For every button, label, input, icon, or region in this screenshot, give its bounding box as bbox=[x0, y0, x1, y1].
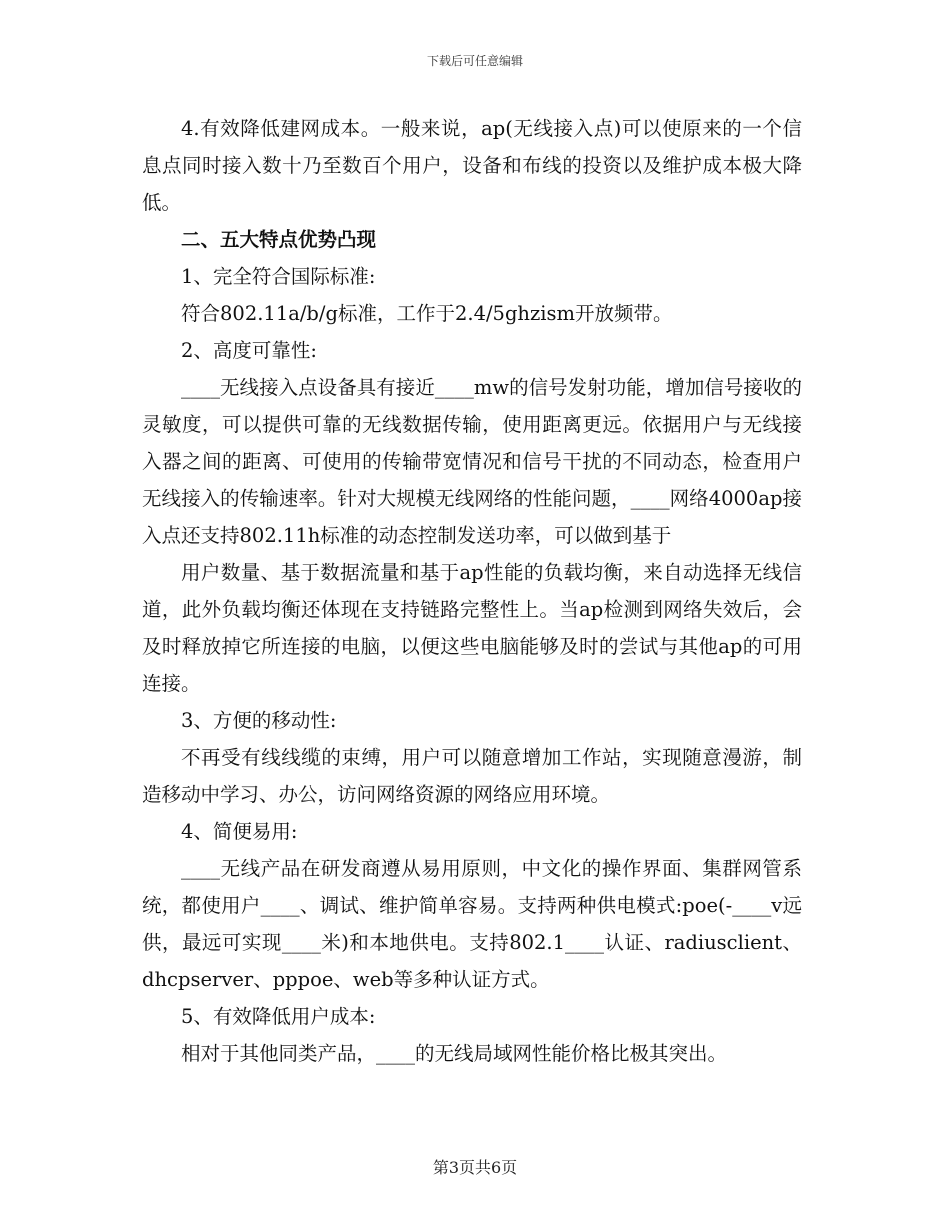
paragraph-cost-reduction: 4.有效降低建网成本。一般来说，ap(无线接入点)可以使原来的一个信息点同时接入数十乃至数百个用户，设备和布线的投资以及维护成本极大降低。 bbox=[142, 117, 802, 214]
paragraph-reliability: ____无线接入点设备具有接近____mw的信号发射功能，增加信号接收的灵敏度，可以提供可靠的无线数据传输，使用距离更远。依据用户与无线接入器之间的距离、可使用的传输带宽情况和信号干扰的不同动态，检查用户无线接入的传输速率。针对大规模无线网络的性能问题，____网络4000ap接入点还支持802.11h标准的动态控制发送功率，可以做到基于 bbox=[142, 376, 802, 547]
page-number: 第3页共6页 bbox=[432, 1158, 518, 1177]
feature-heading-reliability: 2、高度可靠性: bbox=[181, 339, 317, 362]
section-heading: 二、五大特点优势凸现 bbox=[181, 228, 377, 251]
feature-heading-mobility: 3、方便的移动性: bbox=[181, 709, 337, 732]
paragraph-standard: 符合802.11a/b/g标准，工作于2.4/5ghzism开放频带。 bbox=[181, 302, 673, 325]
paragraph-ease: ____无线产品在研发商遵从易用原则，中文化的操作界面、集群网管系统，都使用户____、调试、维护简单容易。支持两种供电模式:poe(-____v远供，最远可实现____米)和本地供电。支持802.1____认证、radiusclient、dhcpserver、pppoe、web等多种认证方式。 bbox=[142, 857, 802, 991]
paragraph-mobility: 不再受有线线缆的束缚，用户可以随意增加工作站，实现随意漫游，制造移动中学习、办公，访问网络资源的网络应用环境。 bbox=[142, 746, 802, 806]
paragraph-load-balance: 用户数量、基于数据流量和基于ap性能的负载均衡，来自动选择无线信道，此外负载均衡还体现在支持链路完整性上。当ap检测到网络失效后，会及时释放掉它所连接的电脑，以便这些电脑能够及时的尝试与其他ap的可用连接。 bbox=[142, 561, 802, 695]
paragraph-user-cost: 相对于其他同类产品，____的无线局域网性能价格比极其突出。 bbox=[181, 1042, 728, 1065]
document-body bbox=[142, 110, 802, 1072]
feature-heading-ease: 4、简便易用: bbox=[181, 820, 298, 843]
feature-heading-user-cost: 5、有效降低用户成本: bbox=[181, 1005, 376, 1028]
feature-heading-standard: 1、完全符合国际标准: bbox=[181, 265, 376, 288]
page-header: 下载后可任意编辑 bbox=[426, 54, 523, 68]
